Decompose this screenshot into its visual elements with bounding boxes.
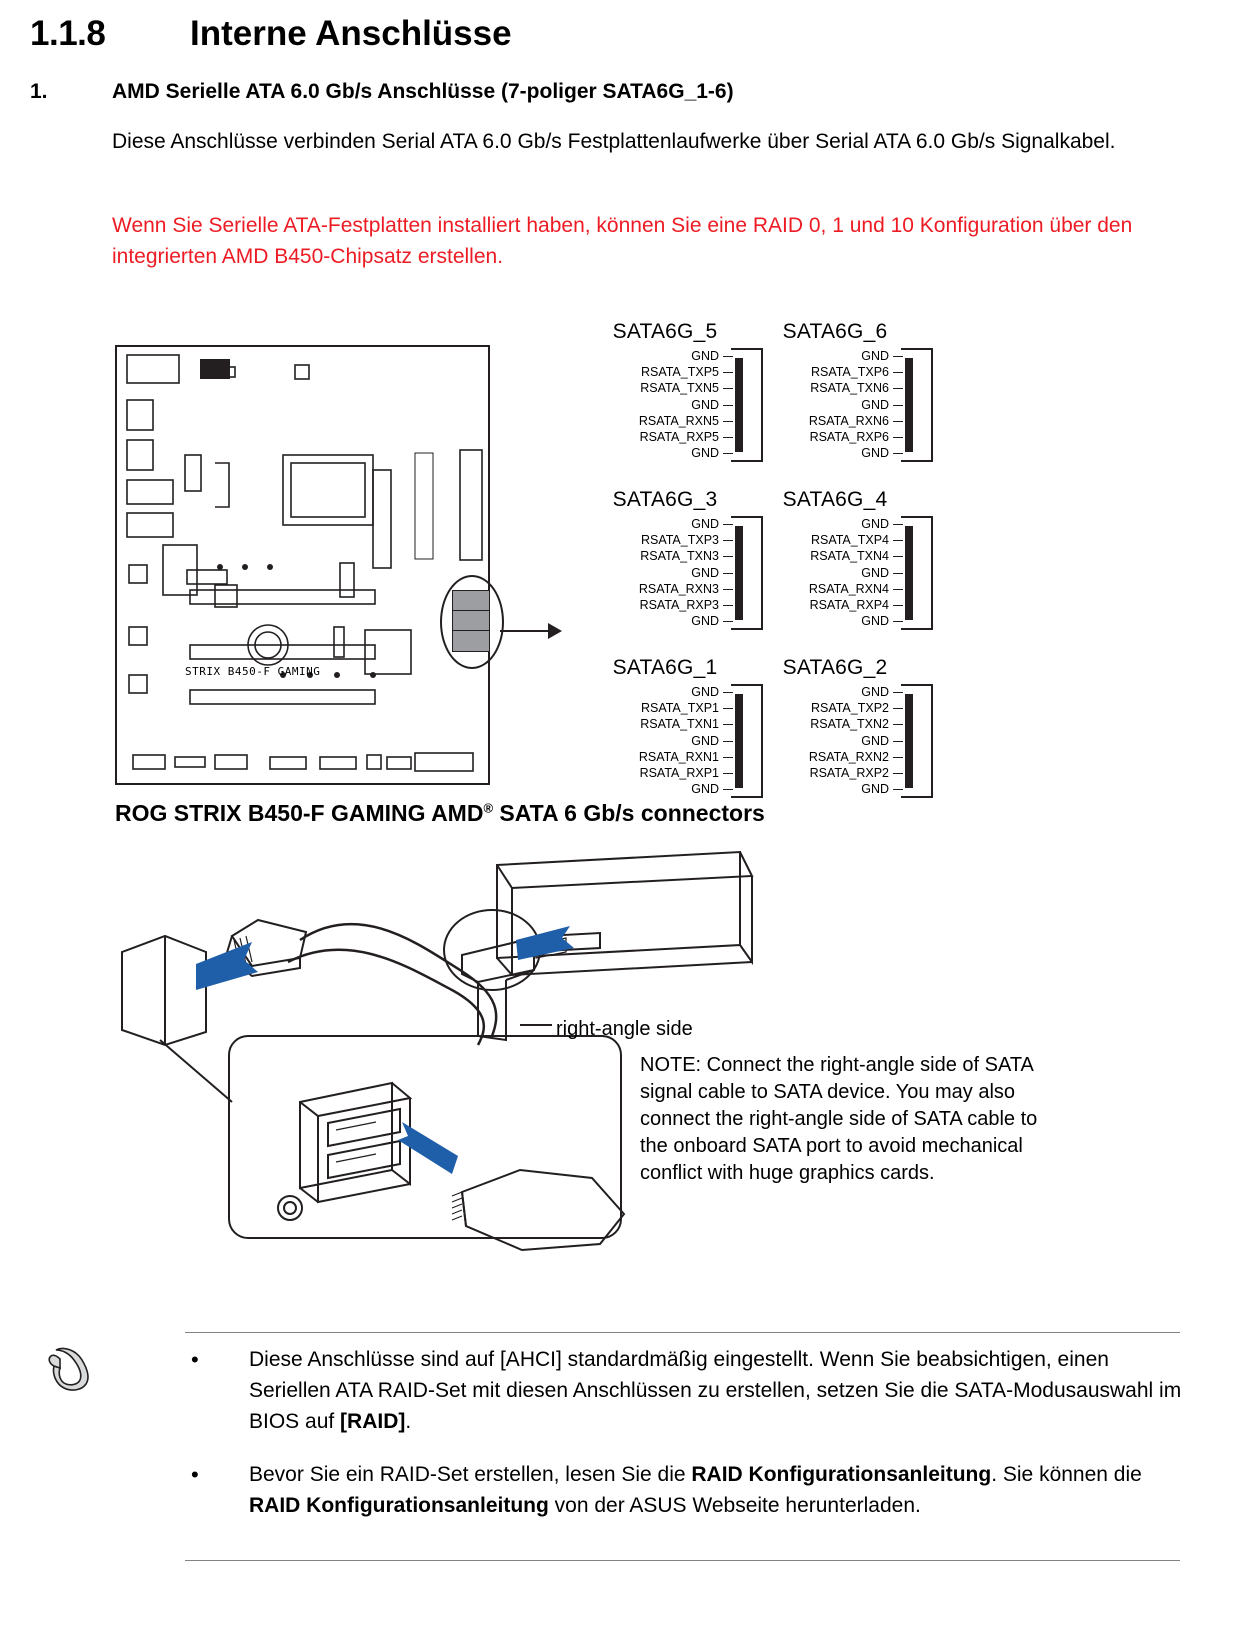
pin-label: RSATA_TXN1 (640, 717, 719, 732)
pin-label: GND (691, 349, 719, 363)
pin-label: RSATA_RXN1 (638, 749, 719, 764)
pin-label: GND (691, 517, 719, 531)
sata-cable-illustration (0, 840, 1234, 1260)
item-number: 1. (30, 80, 48, 103)
pin-label: GND (861, 446, 889, 461)
pin-label: RSATA_TXP5 (640, 365, 719, 380)
pin-label: RSATA_RXP2 (809, 766, 889, 781)
motherboard-silkscreen: STRIX B450-F GAMING (185, 665, 321, 678)
connector-title: SATA6G_6 (782, 320, 888, 343)
item-title: AMD Serielle ATA 6.0 Gb/s Anschlüsse (7-poliger SATA6G_1-6) (112, 80, 734, 103)
motherboard-artwork (115, 345, 490, 785)
pin-label-list (639, 516, 723, 630)
note-hand-icon (42, 1340, 102, 1400)
note-segment-bold: RAID Konfigurationsanleitung (249, 1494, 549, 1517)
pin-label: GND (861, 517, 889, 531)
note-divider-top (185, 1332, 1180, 1333)
pin-label: RSATA_RXN6 (808, 413, 889, 428)
note-text-1 (249, 1344, 1185, 1437)
pin-label: RSATA_TXP6 (810, 365, 889, 380)
connector-shape (893, 516, 935, 630)
pin-label: RSATA_RXP5 (639, 430, 719, 445)
pin-label: GND (861, 397, 889, 412)
pin-label: RSATA_RXP6 (809, 430, 889, 445)
pin-label: GND (861, 733, 889, 748)
note-segment-bold: RAID Konfigurationsanleitung (691, 1463, 992, 1486)
connector-title: SATA6G_4 (782, 488, 888, 511)
pin-label-list (639, 684, 723, 798)
pin-label-list (639, 348, 723, 462)
pin-label: RSATA_RXP1 (639, 766, 719, 781)
figure-caption (115, 800, 765, 827)
pin-label: RSATA_RXN3 (638, 581, 719, 596)
pin-label: RSATA_TXN5 (640, 381, 719, 396)
section-title: Interne Anschlüsse (190, 14, 512, 53)
cable-note-text: NOTE: Connect the right-angle side of SATA signal cable to SATA device. You may also connect the right-angle side of SATA cable to the onboard SATA port to avoid mechanical conflict with huge graphics cards. (640, 1054, 1038, 1184)
pin-label: GND (691, 685, 719, 699)
pin-label: RSATA_TXN4 (810, 549, 889, 564)
item-warning: Wenn Sie Serielle ATA-Festplatten installiert haben, können Sie eine RAID 0, 1 und 10 Konfiguration über den integrierten AMD B450-Chipsatz erstellen. (112, 214, 1133, 268)
pin-label: RSATA_TXP4 (810, 533, 889, 548)
pin-label: RSATA_RXP3 (639, 598, 719, 613)
pin-label: RSATA_RXN2 (808, 749, 889, 764)
connector-shape (893, 684, 935, 798)
sata-connector-figure (0, 320, 1234, 840)
callout-arrow-head (548, 623, 562, 639)
section-number: 1.1.8 (30, 14, 106, 53)
callout-ellipse (440, 575, 504, 669)
pin-label: GND (691, 782, 719, 797)
list-item (185, 1344, 1185, 1437)
connector-sata6g-4 (735, 488, 935, 630)
pin-label: GND (861, 565, 889, 580)
pin-label: GND (691, 565, 719, 580)
connector-sata6g-2 (735, 656, 935, 798)
pin-label: RSATA_TXP2 (810, 701, 889, 716)
pin-label: RSATA_TXN2 (810, 717, 889, 732)
pin-label: GND (691, 446, 719, 461)
note-segment: von der ASUS Webseite herunterladen. (548, 1494, 921, 1517)
pin-label: RSATA_TXN6 (810, 381, 889, 396)
pin-label-list (809, 516, 893, 630)
pin-label: RSATA_RXN5 (638, 413, 719, 428)
right-angle-side-label: right-angle side (556, 1018, 693, 1040)
pin-label: GND (861, 685, 889, 699)
onboard-port-zoom-box (228, 1035, 622, 1239)
pin-label: GND (861, 614, 889, 629)
note-divider-bottom (185, 1560, 1180, 1561)
notes-list (185, 1344, 1185, 1543)
connector-title: SATA6G_2 (782, 656, 888, 679)
pin-label: GND (691, 397, 719, 412)
pin-label: GND (691, 733, 719, 748)
note-segment: . (405, 1410, 412, 1433)
list-item (185, 1459, 1185, 1521)
pin-label: GND (691, 614, 719, 629)
pin-label: RSATA_RXP4 (809, 598, 889, 613)
pin-label: RSATA_TXN3 (640, 549, 719, 564)
connector-title: SATA6G_3 (612, 488, 718, 511)
pin-label-list (809, 348, 893, 462)
callout-arrow-line (500, 630, 550, 632)
note-segment-bold: [RAID] (340, 1410, 406, 1433)
bullet-marker: • (191, 1347, 199, 1372)
bullet-marker: • (191, 1462, 199, 1487)
pin-label: RSATA_RXN4 (808, 581, 889, 596)
connector-shape (893, 348, 935, 462)
pin-label: RSATA_TXP3 (640, 533, 719, 548)
note-segment: . Sie können die (991, 1463, 1142, 1486)
motherboard-diagram (115, 345, 490, 785)
note-segment: Diese Anschlüsse sind auf [AHCI] standardmäßig eingestellt. Wenn Sie beabsichtigen, einen Seriellen ATA RAID-Set mit diesen Anschlüssen zu erstellen, setzen Sie die SATA-Modusauswahl im BIOS auf (249, 1348, 1182, 1433)
pin-label: GND (861, 349, 889, 363)
note-text-2 (249, 1459, 1185, 1521)
connector-title: SATA6G_1 (612, 656, 718, 679)
pin-label: GND (861, 782, 889, 797)
figure-caption-text: ROG STRIX B450-F GAMING AMD® SATA 6 Gb/s connectors (115, 800, 765, 826)
pin-label-list (809, 684, 893, 798)
connector-title: SATA6G_5 (612, 320, 718, 343)
connector-sata6g-6 (735, 320, 935, 462)
pin-label: RSATA_TXP1 (640, 701, 719, 716)
item-paragraph: Diese Anschlüsse verbinden Serial ATA 6.0 Gb/s Festplattenlaufwerke über Serial ATA 6.0 Gb/s Signalkabel. (112, 130, 1116, 153)
note-segment: Bevor Sie ein RAID-Set erstellen, lesen Sie die (249, 1463, 692, 1486)
